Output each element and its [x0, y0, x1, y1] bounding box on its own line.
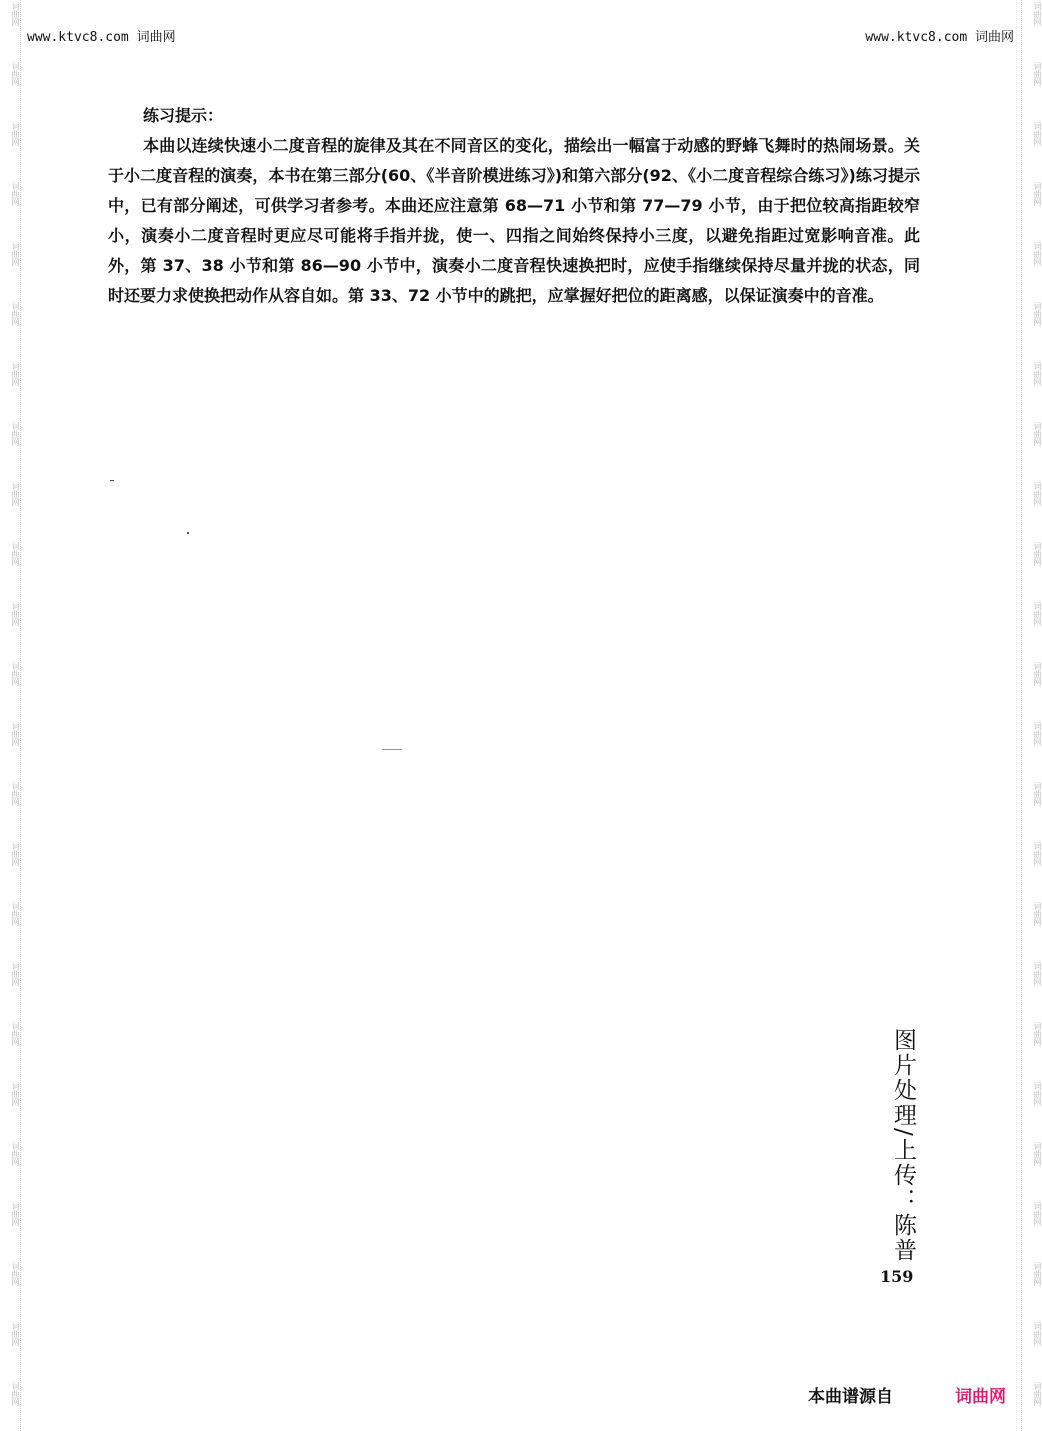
side-watermark-text: 词曲网	[1033, 1262, 1042, 1286]
scan-speck	[382, 749, 402, 750]
side-watermark-text: 词曲网	[1033, 182, 1042, 206]
side-watermark-text: 词曲网	[11, 1322, 20, 1346]
side-watermark-text: 词曲网	[11, 422, 20, 446]
side-watermark-text: 词曲网	[11, 662, 20, 686]
side-watermark-text: 词曲网	[11, 182, 20, 206]
side-watermark-text: 词曲网	[1033, 722, 1042, 746]
upload-credit: 图片处理/上传：陈普	[890, 1028, 916, 1263]
side-watermark-text: 词曲网	[1033, 842, 1042, 866]
side-watermark-text: 词曲网	[11, 1142, 20, 1166]
side-watermark-text: 词曲网	[11, 242, 20, 266]
side-watermark-text: 词曲网	[1033, 302, 1042, 326]
left-watermark-strip	[0, 0, 21, 1431]
side-watermark-text: 词曲网	[11, 602, 20, 626]
right-watermark-strip	[1021, 0, 1042, 1431]
side-watermark-text: 词曲网	[1033, 422, 1042, 446]
side-watermark-text: 词曲网	[11, 1382, 20, 1406]
header-site-url-left[interactable]: www.ktvc8.com 词曲网	[27, 30, 176, 45]
side-watermark-text: 词曲网	[11, 2, 20, 26]
footer-source-site[interactable]: 词曲网	[955, 1387, 1006, 1407]
side-watermark-text: 词曲网	[1033, 122, 1042, 146]
side-watermark-text: 词曲网	[1033, 1022, 1042, 1046]
side-watermark-text: 词曲网	[1033, 242, 1042, 266]
side-watermark-text: 词曲网	[1033, 662, 1042, 686]
side-watermark-text: 词曲网	[11, 362, 20, 386]
side-watermark-text: 词曲网	[1033, 1142, 1042, 1166]
side-watermark-text: 词曲网	[11, 962, 20, 986]
side-watermark-text: 词曲网	[11, 482, 20, 506]
side-watermark-text: 词曲网	[11, 122, 20, 146]
side-watermark-text: 词曲网	[11, 302, 20, 326]
side-watermark-text: 词曲网	[11, 902, 20, 926]
footer-source-label: 本曲谱源自	[808, 1387, 893, 1407]
tips-body: 本曲以连续快速小二度音程的旋律及其在不同音区的变化，描绘出一幅富于动感的野蜂飞舞时的热闹场景。关于小二度音程的演奏，本书在第三部分(60、《半音阶模进练习》)和第六部分(92、《小二度音程综合练习》)练习提示中，已有部分阐述，可供学习者参考。本曲还应注意第 68—71 小节和第 77—79 小节，由于把位较高指距较窄小，演奏小二度音程时更应尽可能将手指并拢，使一、四指之间始终保持小三度，以避免指距过宽影响音准。此外，第 37、38 小节和第 86—90 小节中，演奏小二度音程快速换把时，应使手指继续保持尽量并拢的状态，同时还要力求使换把动作从容自如。第 33、72 小节中的跳把，应掌握好把位的距离感，以保证演奏中的音准。	[108, 136, 920, 305]
side-watermark-text: 词曲网	[11, 722, 20, 746]
tips-title: 练习提示：	[143, 106, 224, 125]
side-watermark-text: 词曲网	[1033, 2, 1042, 26]
side-watermark-text: 词曲网	[11, 1202, 20, 1226]
side-watermark-text: 词曲网	[11, 842, 20, 866]
side-watermark-text: 词曲网	[1033, 902, 1042, 926]
side-watermark-text: 词曲网	[1033, 782, 1042, 806]
side-watermark-text: 词曲网	[1033, 1322, 1042, 1346]
side-watermark-text: 词曲网	[1033, 542, 1042, 566]
page-number: 159	[880, 1267, 914, 1286]
side-watermark-text: 词曲网	[1033, 602, 1042, 626]
side-watermark-text: 词曲网	[1033, 1202, 1042, 1226]
scan-speck	[110, 480, 114, 481]
side-watermark-text: 词曲网	[1033, 362, 1042, 386]
side-watermark-text: 词曲网	[11, 1022, 20, 1046]
side-watermark-text: 词曲网	[11, 542, 20, 566]
side-watermark-text: 词曲网	[11, 1082, 20, 1106]
side-watermark-text: 词曲网	[11, 62, 20, 86]
scan-speck	[187, 532, 189, 534]
side-watermark-text: 词曲网	[1033, 1382, 1042, 1406]
side-watermark-text: 词曲网	[1033, 62, 1042, 86]
side-watermark-text: 词曲网	[1033, 482, 1042, 506]
side-watermark-text: 词曲网	[11, 1262, 20, 1286]
side-watermark-text: 词曲网	[1033, 962, 1042, 986]
header-site-url-right[interactable]: www.ktvc8.com 词曲网	[865, 30, 1014, 45]
side-watermark-text: 词曲网	[11, 782, 20, 806]
side-watermark-text: 词曲网	[1033, 1082, 1042, 1106]
